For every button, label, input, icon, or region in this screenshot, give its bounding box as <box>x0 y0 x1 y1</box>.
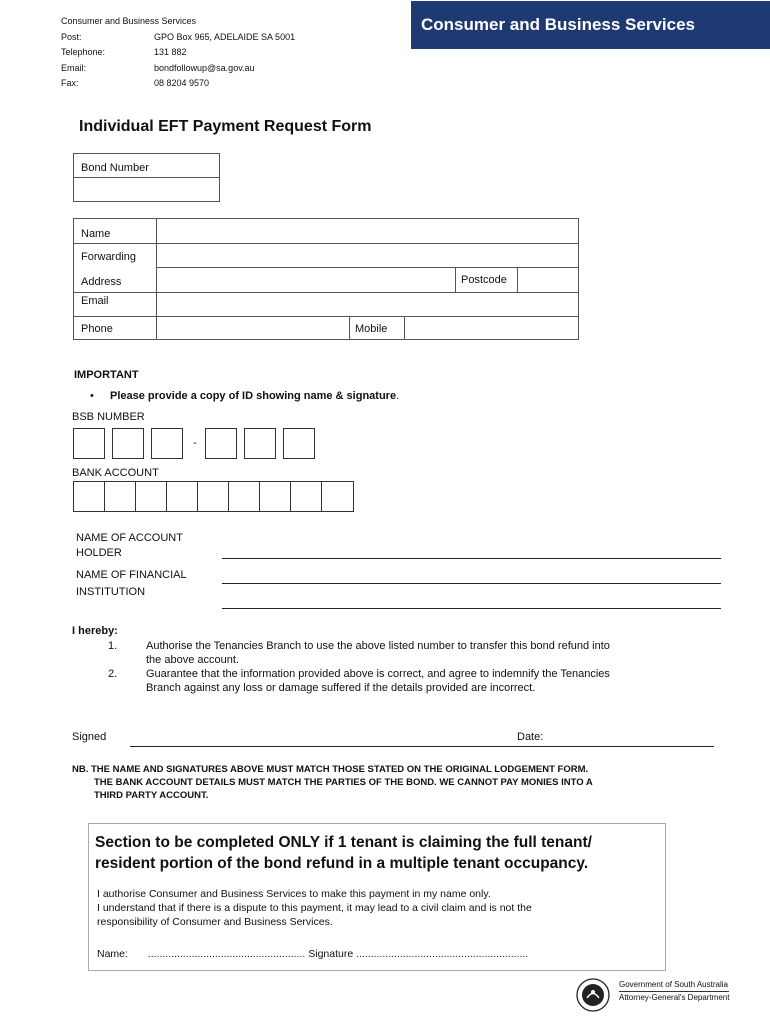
hereby-item-1-l2: the above account. <box>146 653 239 666</box>
contact-fax-value: 08 8204 9570 <box>154 78 210 88</box>
contact-post-value: GPO Box 965, ADELAIDE SA 5001 <box>154 31 296 42</box>
footer-line-1: Government of South Australia <box>619 979 729 992</box>
date-label: Date: <box>517 731 544 743</box>
bsb-digit-2[interactable] <box>112 428 144 459</box>
bsb-digit-5[interactable] <box>244 428 276 459</box>
contact-post-label: Post: <box>61 31 82 42</box>
address-label: Address <box>81 276 122 288</box>
bsb-separator: - <box>193 437 197 449</box>
postcode-divider-right <box>517 267 518 292</box>
bond-number-box <box>73 153 220 202</box>
account-digit-7[interactable] <box>259 481 291 512</box>
account-digit-1[interactable] <box>73 481 105 512</box>
bsb-label: BSB NUMBER <box>72 411 145 423</box>
postcode-divider-left <box>455 267 456 292</box>
institution-label-l2: INSTITUTION <box>76 586 146 598</box>
bsb-digit-1[interactable] <box>73 428 105 459</box>
row-divider-1 <box>74 243 578 244</box>
institution-line-2[interactable] <box>222 608 721 609</box>
bullet-icon: • <box>90 390 94 402</box>
account-holder-label-l1: NAME OF ACCOUNT <box>76 532 183 544</box>
section-name-label: Name: <box>97 948 128 960</box>
address-input-line2[interactable] <box>158 269 454 291</box>
section-signature-field[interactable]: ........................................................... <box>356 948 529 960</box>
account-digit-3[interactable] <box>135 481 167 512</box>
footer-text <box>619 979 729 1003</box>
section-body-l2: I understand that if there is a dispute to this payment, it may lead to a civil claim and is not the <box>97 902 532 914</box>
bsb-digit-6[interactable] <box>283 428 315 459</box>
signed-label: Signed <box>72 731 107 743</box>
contact-block <box>61 14 295 92</box>
postcode-label: Postcode <box>461 274 507 286</box>
contact-email-value[interactable]: bondfollowup@sa.gov.au <box>154 62 255 73</box>
single-tenant-section <box>88 823 666 971</box>
hereby-item-2-l2: Branch against any loss or damage suffered if the details provided are incorrect. <box>146 682 536 694</box>
nb-line-3: THIRD PARTY ACCOUNT. <box>94 790 209 801</box>
contact-fax-label: Fax: <box>61 78 79 88</box>
account-digit-6[interactable] <box>228 481 260 512</box>
contact-email-label: Email: <box>61 62 87 73</box>
hereby-heading: I hereby: <box>72 625 118 637</box>
account-digit-2[interactable] <box>104 481 136 512</box>
important-heading: IMPORTANT <box>74 369 139 381</box>
section-body <box>97 887 532 929</box>
government-crest-icon <box>575 977 611 1013</box>
signature-line[interactable] <box>130 746 714 747</box>
id-notice: Please provide a copy of ID showing name & signature. <box>110 390 400 402</box>
contact-org: Consumer and Business Services <box>61 16 197 26</box>
mobile-input[interactable] <box>406 318 576 339</box>
section-title-l2: resident portion of the bond refund in a multiple tenant occupancy. <box>95 855 589 872</box>
hereby-item-2-l1: Guarantee that the information provided above is correct, and agree to indemnify the Tenancies <box>146 668 610 680</box>
address-input-line1[interactable] <box>158 245 576 266</box>
account-holder-label <box>76 531 183 561</box>
mobile-divider-right <box>404 316 405 339</box>
row-divider-3 <box>74 292 578 293</box>
section-title <box>95 832 592 874</box>
postcode-input[interactable] <box>519 269 577 291</box>
nb-line-2: THE BANK ACCOUNT DETAILS MUST MATCH THE PARTIES OF THE BOND. WE CANNOT PAY MONIES INTO A <box>94 777 593 788</box>
account-holder-label-l2: HOLDER <box>76 547 122 559</box>
section-name-row <box>97 948 528 960</box>
bsb-digit-4[interactable] <box>205 428 237 459</box>
section-body-l3: responsibility of Consumer and Business Services. <box>97 916 333 928</box>
row-divider-2 <box>156 267 578 268</box>
account-digit-4[interactable] <box>166 481 198 512</box>
section-name-field[interactable]: ...................................................... <box>147 948 306 960</box>
forwarding-label: Forwarding <box>81 251 137 263</box>
institution-line-1[interactable] <box>222 583 721 584</box>
contact-phone-value: 131 882 <box>154 47 187 57</box>
contact-phone-label: Telephone: <box>61 47 106 57</box>
phone-label: Phone <box>81 323 113 335</box>
name-input[interactable] <box>158 220 576 242</box>
hereby-item-1-number: 1. <box>108 640 118 652</box>
nb-line-1: NB. THE NAME AND SIGNATURES ABOVE MUST MATCH THOSE STATED ON THE ORIGINAL LODGEMENT FORM. <box>72 764 589 775</box>
id-notice-text: Please provide a copy of ID showing name & signature <box>110 390 397 402</box>
hereby-item-1 <box>108 640 706 667</box>
account-digit-9[interactable] <box>321 481 354 512</box>
institution-label <box>76 567 187 601</box>
name-label: Name <box>81 228 111 240</box>
bond-number-input[interactable] <box>74 178 219 201</box>
email-input[interactable] <box>158 294 576 315</box>
mobile-label: Mobile <box>355 323 388 335</box>
nb-notice <box>72 763 593 802</box>
row-divider-4 <box>74 316 578 317</box>
bank-account-label: BANK ACCOUNT <box>72 467 159 479</box>
hereby-item-1-l1: Authorise the Tenancies Branch to use the above listed number to transfer this bond refund into <box>146 640 610 652</box>
hereby-item-2 <box>108 667 706 695</box>
email-label: Email <box>81 295 109 307</box>
bond-number-label: Bond Number <box>81 162 149 174</box>
details-table <box>73 218 579 340</box>
page-title: Individual EFT Payment Request Form <box>79 118 372 135</box>
account-digit-5[interactable] <box>197 481 229 512</box>
section-signature-label: Signature <box>308 948 354 960</box>
footer-line-2: Attorney-General's Department <box>619 993 730 1002</box>
brand-banner: Consumer and Business Services <box>411 1 770 49</box>
account-digit-8[interactable] <box>290 481 322 512</box>
account-holder-line[interactable] <box>222 558 721 559</box>
bsb-digit-3[interactable] <box>151 428 183 459</box>
section-body-l1: I authorise Consumer and Business Services to make this payment in my name only. <box>97 888 491 900</box>
section-title-l1: Section to be completed ONLY if 1 tenant is claiming the full tenant/ <box>95 834 592 851</box>
mobile-divider-left <box>349 316 350 339</box>
hereby-item-2-number: 2. <box>108 668 118 680</box>
phone-input[interactable] <box>158 318 348 339</box>
institution-label-l1: NAME OF FINANCIAL <box>76 569 187 581</box>
details-label-divider <box>156 219 157 339</box>
